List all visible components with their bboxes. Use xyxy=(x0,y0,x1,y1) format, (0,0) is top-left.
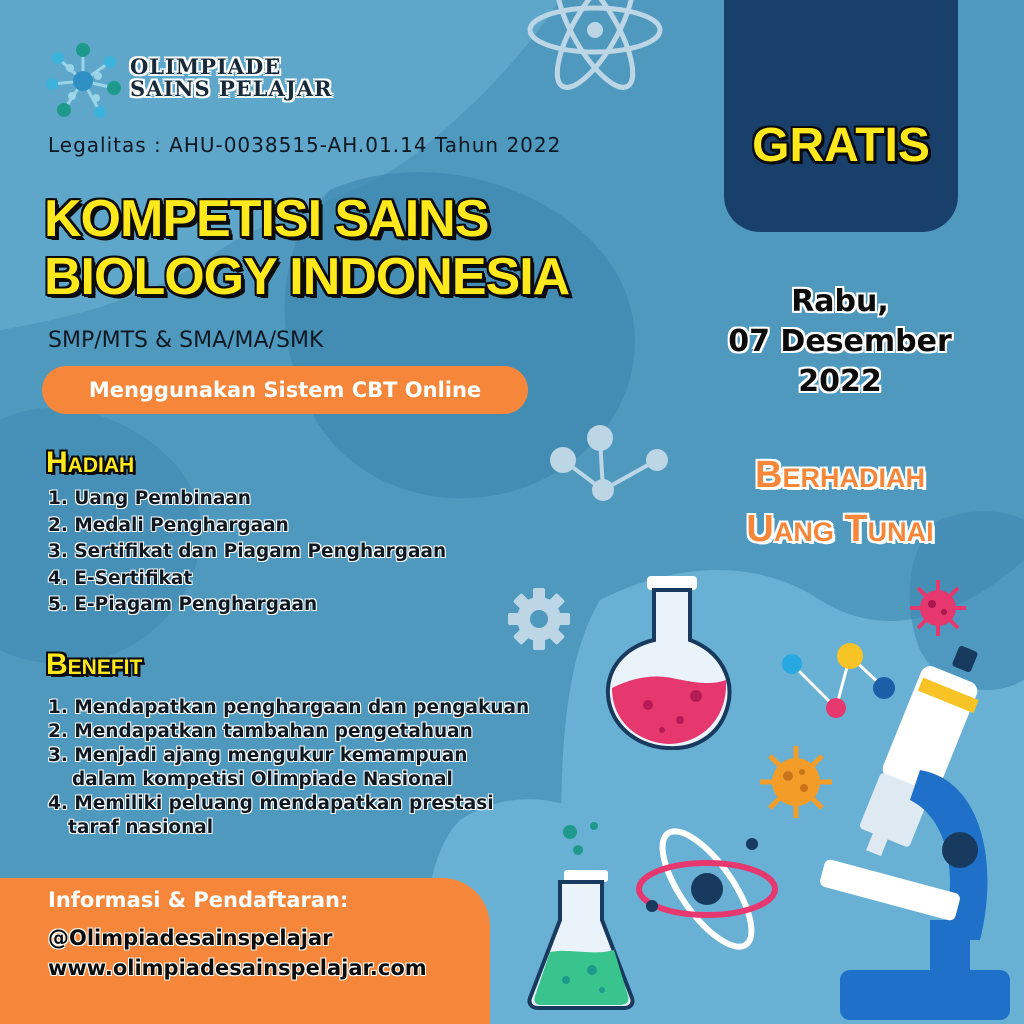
prize-line-1: Berhadiah xyxy=(755,454,925,496)
title-line-1: KOMPETISI SAINS xyxy=(44,190,489,248)
benefit-list xyxy=(48,696,529,840)
logo-line-1: OLIMPIADE xyxy=(130,54,282,79)
website-link[interactable]: www.olimpiadesainspelajar.com xyxy=(48,956,427,980)
instagram-handle[interactable]: @Olimpiadesainspelajar xyxy=(48,926,333,950)
page-title xyxy=(44,190,569,306)
gratis-label: GRATIS xyxy=(752,119,930,172)
list-item: 2. Medali Penghargaan xyxy=(48,514,289,536)
list-item: 1. Mendapatkan penghargaan dan pengakuan xyxy=(48,697,530,718)
logo-text xyxy=(130,56,333,100)
atom-icon xyxy=(632,814,782,964)
benefit-heading: Benefit xyxy=(46,648,143,681)
virus-icon xyxy=(906,576,970,640)
date-day: Rabu, xyxy=(791,284,889,319)
list-item: 1. Uang Pembinaan xyxy=(48,488,251,509)
hadiah-list xyxy=(48,486,446,619)
list-item: taraf nasional xyxy=(68,817,214,838)
date-date: 07 Desember xyxy=(728,324,952,359)
title-line-2: BIOLOGY INDONESIA xyxy=(44,248,570,306)
list-item: 3. Menjadi ajang mengukur kemampuan xyxy=(48,745,468,766)
date-year: 2022 xyxy=(798,364,882,399)
list-item: 5. E-Piagam Penghargaan xyxy=(48,594,318,615)
logo-icon xyxy=(42,40,124,122)
gear-icon xyxy=(506,586,572,652)
list-item: 3. Sertifikat dan Piagam Penghargaan xyxy=(48,541,447,562)
legal-text: Legalitas : AHU-0038515-AH.01.14 Tahun 2022 xyxy=(48,133,562,157)
cbt-badge: Menggunakan Sistem CBT Online xyxy=(42,366,528,414)
info-title: Informasi & Pendaftaran: xyxy=(48,888,349,912)
microscope-icon xyxy=(780,640,1010,1020)
erlenmeyer-flask-icon xyxy=(526,820,636,1010)
prize-line-2: Uang Tunai xyxy=(746,508,934,550)
school-levels: SMP/MTS & SMA/MA/SMK xyxy=(48,328,324,353)
list-item: dalam kompetisi Olimpiade Nasional xyxy=(72,769,453,790)
flask-icon xyxy=(592,570,742,750)
molecule-icon xyxy=(545,420,675,510)
hadiah-heading: Hadiah xyxy=(46,446,135,479)
atom-icon xyxy=(520,0,670,100)
event-date xyxy=(700,282,980,402)
prize-text xyxy=(680,448,1000,556)
gratis-panel xyxy=(724,0,958,232)
list-item: 2. Mendapatkan tambahan pengetahuan xyxy=(48,721,473,742)
logo-line-2: SAINS PELAJAR xyxy=(130,76,333,101)
list-item: 4. E-Sertifikat xyxy=(48,567,193,589)
list-item: 4. Memiliki peluang mendapatkan prestasi xyxy=(48,793,494,814)
